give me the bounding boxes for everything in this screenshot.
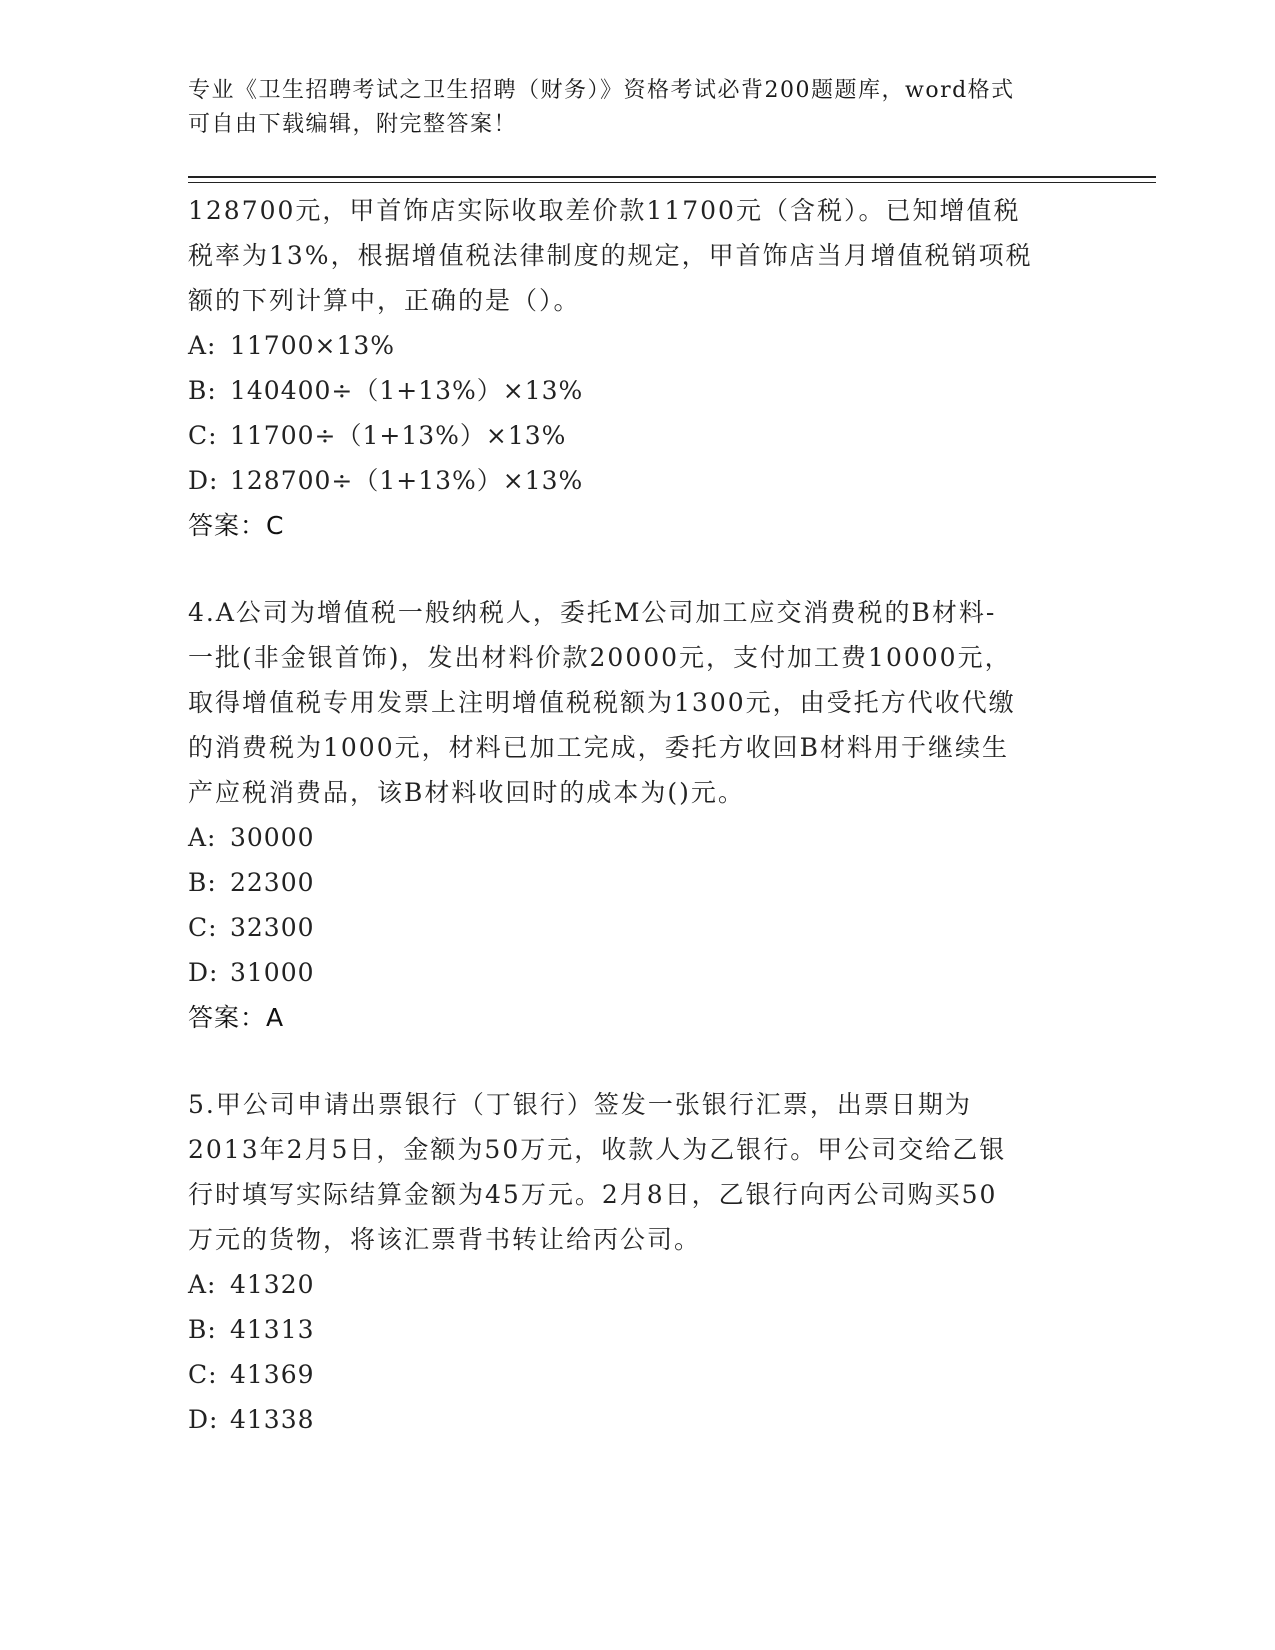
option-b <box>188 368 1088 413</box>
spacer <box>188 548 1088 590</box>
option-key: D: <box>188 1405 219 1434</box>
option-c <box>188 1352 1088 1397</box>
option-key: C: <box>188 421 218 450</box>
option-value: 31000 <box>230 958 315 987</box>
option-value: 32300 <box>230 913 315 942</box>
question-text-line: 额的下列计算中，正确的是（）。 <box>188 286 581 315</box>
option-value: 11700÷（1+13%）×13% <box>230 421 567 450</box>
option-key: D: <box>188 466 219 495</box>
option-key: C: <box>188 913 218 942</box>
question-text-line: 5.甲公司申请出票银行（丁银行）签发一张银行汇票，出票日期为 <box>188 1090 972 1119</box>
header-line-2: 可自由下载编辑，附完整答案！ <box>188 112 518 137</box>
document-header <box>188 74 1068 142</box>
question-text-line: 取得增值税专用发票上注明增值税税额为1300元，由受托方代收代缴 <box>188 688 1016 717</box>
option-value: 41313 <box>230 1315 315 1344</box>
option-value: 128700÷（1+13%）×13% <box>230 466 584 495</box>
header-line-1: 专业《卫生招聘考试之卫生招聘（财务）》资格考试必背200题题库，word格式 <box>188 78 1015 103</box>
option-a <box>188 1262 1088 1307</box>
option-value: 140400÷（1+13%）×13% <box>230 376 584 405</box>
option-d <box>188 1397 1088 1442</box>
option-c <box>188 905 1088 950</box>
question-text-line: 一批(非金银首饰)，发出材料价款20000元，支付加工费10000元， <box>188 643 1012 672</box>
option-value: 30000 <box>230 823 315 852</box>
question-text-line: 税率为13%，根据增值税法律制度的规定，甲首饰店当月增值税销项税 <box>188 241 1033 270</box>
option-c <box>188 413 1088 458</box>
option-key: D: <box>188 958 219 987</box>
question-4 <box>188 590 1088 1040</box>
option-a <box>188 323 1088 368</box>
option-b <box>188 1307 1088 1352</box>
option-key: B: <box>188 1315 217 1344</box>
question-text-line: 2013年2月5日，金额为50万元，收款人为乙银行。甲公司交给乙银 <box>188 1135 1007 1164</box>
question-3 <box>188 188 1088 548</box>
question-text-line: 的消费税为1000元，材料已加工完成，委托方收回B材料用于继续生 <box>188 733 1009 762</box>
option-value: 41320 <box>230 1270 315 1299</box>
question-text-line: 128700元，甲首饰店实际收取差价款11700元（含税）。已知增值税 <box>188 196 1021 225</box>
header-divider-thick <box>188 176 1156 178</box>
question-text-line: 产应税消费品，该B材料收回时的成本为()元。 <box>188 778 745 807</box>
question-text-line: 行时填写实际结算金额为45万元。2月8日，乙银行向丙公司购买50 <box>188 1180 998 1209</box>
option-key: B: <box>188 868 217 897</box>
question-text-line: 4.A公司为增值税一般纳税人，委托M公司加工应交消费税的B材料- <box>188 598 997 627</box>
option-d <box>188 458 1088 503</box>
answer-line: 答案：C <box>188 511 285 540</box>
document-body <box>188 188 1088 1442</box>
spacer <box>188 1040 1088 1082</box>
option-a <box>188 815 1088 860</box>
option-key: C: <box>188 1360 218 1389</box>
option-b <box>188 860 1088 905</box>
header-divider-thin <box>188 182 1156 183</box>
option-value: 22300 <box>230 868 315 897</box>
question-text-line: 万元的货物，将该汇票背书转让给丙公司。 <box>188 1225 702 1254</box>
answer-line: 答案：A <box>188 1003 285 1032</box>
option-value: 41369 <box>230 1360 315 1389</box>
option-key: A: <box>188 331 217 360</box>
option-value: 11700×13% <box>230 331 396 360</box>
option-key: B: <box>188 376 217 405</box>
question-5 <box>188 1082 1088 1442</box>
option-key: A: <box>188 823 217 852</box>
option-key: A: <box>188 1270 217 1299</box>
option-value: 41338 <box>230 1405 315 1434</box>
option-d <box>188 950 1088 995</box>
